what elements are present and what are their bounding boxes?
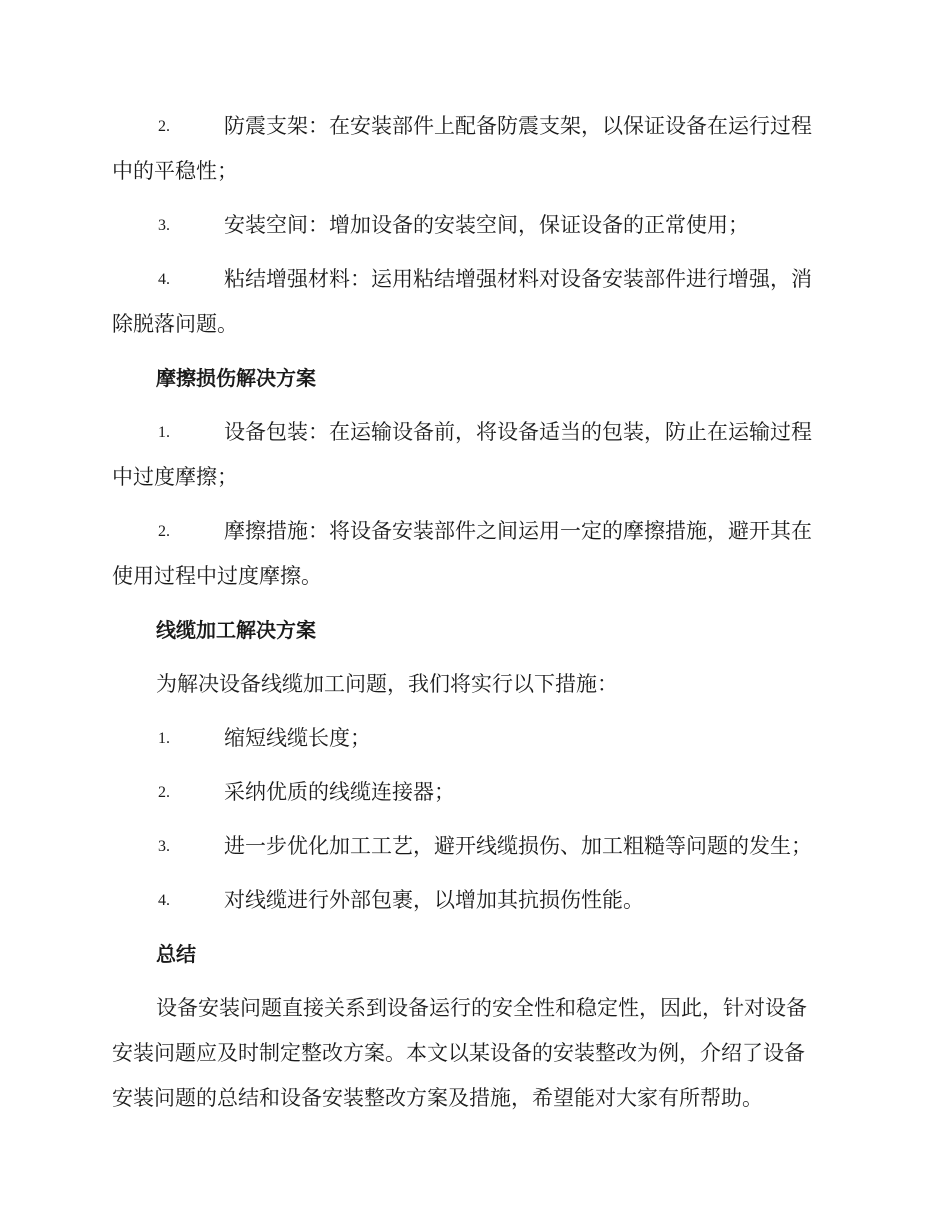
list-text: 对线缆进行外部包裹，以增加其抗损伤性能。	[224, 888, 644, 912]
list-number: 2.	[158, 523, 170, 540]
list-text: 缩短线缆长度；	[224, 726, 371, 750]
paragraph-line: 安装问题应及时制定整改方案。本文以某设备的安装整改为例，介绍了设备	[112, 1041, 805, 1065]
list-item	[112, 770, 834, 815]
list-text: 设备包装：在运输设备前，将设备适当的包装，防止在运输过程	[224, 420, 812, 444]
paragraph-line: 为解决设备线缆加工问题，我们将实行以下措施：	[156, 672, 618, 696]
list-item	[112, 410, 834, 500]
list-number: 1.	[158, 730, 170, 747]
list-item	[112, 104, 834, 194]
list-text-continued: 中过度摩擦；	[112, 465, 238, 489]
list-number: 4.	[158, 892, 170, 909]
list-number: 1.	[158, 424, 170, 441]
list-text: 进一步优化加工工艺，避开线缆损伤、加工粗糙等问题的发生；	[224, 834, 812, 858]
list-item	[112, 203, 834, 248]
paragraph-line: 安装问题的总结和设备安装整改方案及措施，希望能对大家有所帮助。	[112, 1086, 763, 1110]
list-text-continued: 除脱落问题。	[112, 312, 238, 336]
list-item	[112, 716, 834, 761]
section-heading-cable: 线缆加工解决方案	[156, 618, 316, 642]
list-item	[112, 257, 834, 347]
list-item	[112, 509, 834, 599]
list-text: 安装空间：增加设备的安装空间，保证设备的正常使用；	[224, 213, 749, 237]
list-text: 摩擦措施：将设备安装部件之间运用一定的摩擦措施，避开其在	[224, 519, 812, 543]
paragraph-line: 设备安装问题直接关系到设备运行的安全性和稳定性，因此，针对设备	[156, 996, 807, 1020]
list-number: 3.	[158, 838, 170, 855]
list-text-continued: 使用过程中过度摩擦。	[112, 564, 322, 588]
list-item	[112, 878, 834, 923]
cable-intro-paragraph	[112, 662, 834, 707]
list-text-continued: 中的平稳性；	[112, 159, 238, 183]
section-heading-summary: 总结	[156, 942, 196, 966]
list-number: 2.	[158, 118, 170, 135]
document-content	[112, 104, 834, 1130]
section-heading-friction: 摩擦损伤解决方案	[156, 366, 316, 390]
list-item	[112, 824, 834, 869]
list-text: 防震支架：在安装部件上配备防震支架，以保证设备在运行过程	[224, 114, 812, 138]
list-number: 3.	[158, 217, 170, 234]
list-number: 4.	[158, 271, 170, 288]
list-number: 2.	[158, 784, 170, 801]
summary-paragraph	[112, 986, 834, 1121]
list-text: 粘结增强材料：运用粘结增强材料对设备安装部件进行增强，消	[224, 267, 812, 291]
list-text: 采纳优质的线缆连接器；	[224, 780, 455, 804]
